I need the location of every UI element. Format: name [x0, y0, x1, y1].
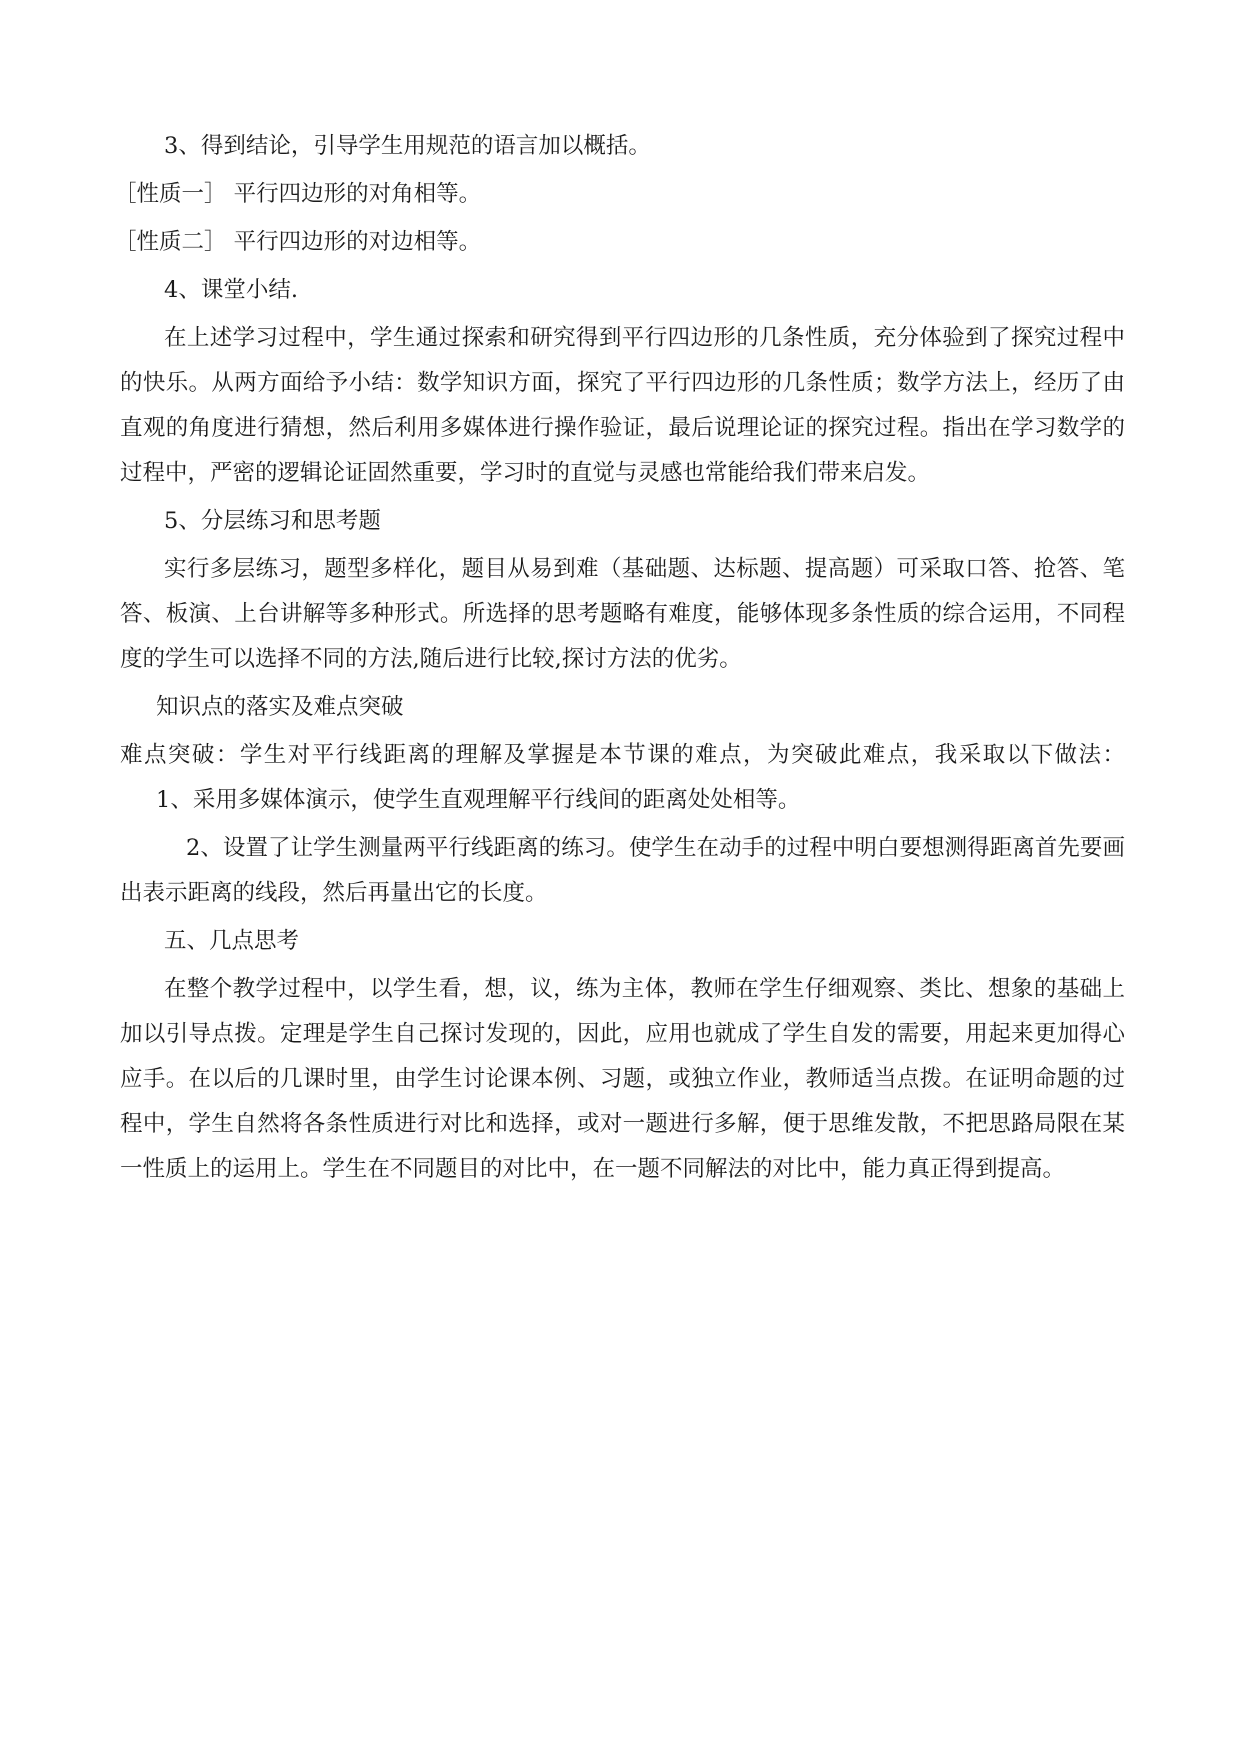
- step-3-paragraph: 3、得到结论，引导学生用规范的语言加以概括。: [164, 133, 651, 159]
- summary-paragraph: 在上述学习过程中，学生通过探索和研究得到平行四边形的几条性质，充分体验到了探究过程中的快乐。从两方面给予小结：数学知识方面，探究了平行四边形的几条性质；数学方法上，经历了由直观的角度进行猜想，然后利用多媒体进行操作验证，最后说理论证的探究过程。指出在学习数学的过程中，严密的逻辑论证固然重要，学习时的直觉与灵感也常能给我们带来启发。: [120, 325, 1125, 486]
- difficulty-item-2: 2、设置了让学生测量两平行线距离的练习。使学生在动手的过程中明白要想测得距离首先要画出表示距离的线段，然后再量出它的长度。: [120, 835, 1125, 906]
- difficulty-intro: 难点突破：学生对平行线距离的理解及掌握是本节课的难点，为突破此难点，我采取以下做法：: [120, 742, 1125, 768]
- knowledge-heading: 知识点的落实及难点突破: [156, 694, 404, 720]
- section-5-heading: 五、几点思考: [164, 928, 300, 954]
- difficulty-paragraph: [120, 733, 1125, 823]
- reflection-paragraph: 在整个教学过程中，以学生看，想，议，练为主体，教师在学生仔细观察、类比、想象的基础上加以引导点拨。定理是学生自己探讨发现的，因此，应用也就成了学生自发的需要，用起来更加得心应手。在以后的几课时里，由学生讨论课本例、习题，或独立作业，教师适当点拨。在证明命题的过程中，学生自然将各条性质进行对比和选择，或对一题进行多解，便于思维发散，不把思路局限在某一性质上的运用上。学生在不同题目的对比中，在一题不同解法的对比中，能力真正得到提高。: [120, 976, 1125, 1182]
- property-two-paragraph: ［性质二］ 平行四边形的对边相等。: [114, 229, 482, 255]
- document-body: [114, 124, 1125, 1195]
- practice-paragraph: 实行多层练习，题型多样化，题目从易到难（基础题、达标题、提高题）可采取口答、抢答、笔答、板演、上台讲解等多种形式。所选择的思考题略有难度，能够体现多条性质的综合运用，不同程度的学生可以选择不同的方法,随后进行比较,探讨方法的优劣。: [120, 556, 1125, 672]
- step-5-heading: 5、分层练习和思考题: [164, 508, 381, 534]
- step-4-heading: 4、课堂小结.: [164, 277, 298, 303]
- property-one-paragraph: ［性质一］ 平行四边形的对角相等。: [114, 181, 482, 207]
- difficulty-item-1: 1、采用多媒体演示，使学生直观理解平行线间的距离处处相等。: [156, 787, 801, 813]
